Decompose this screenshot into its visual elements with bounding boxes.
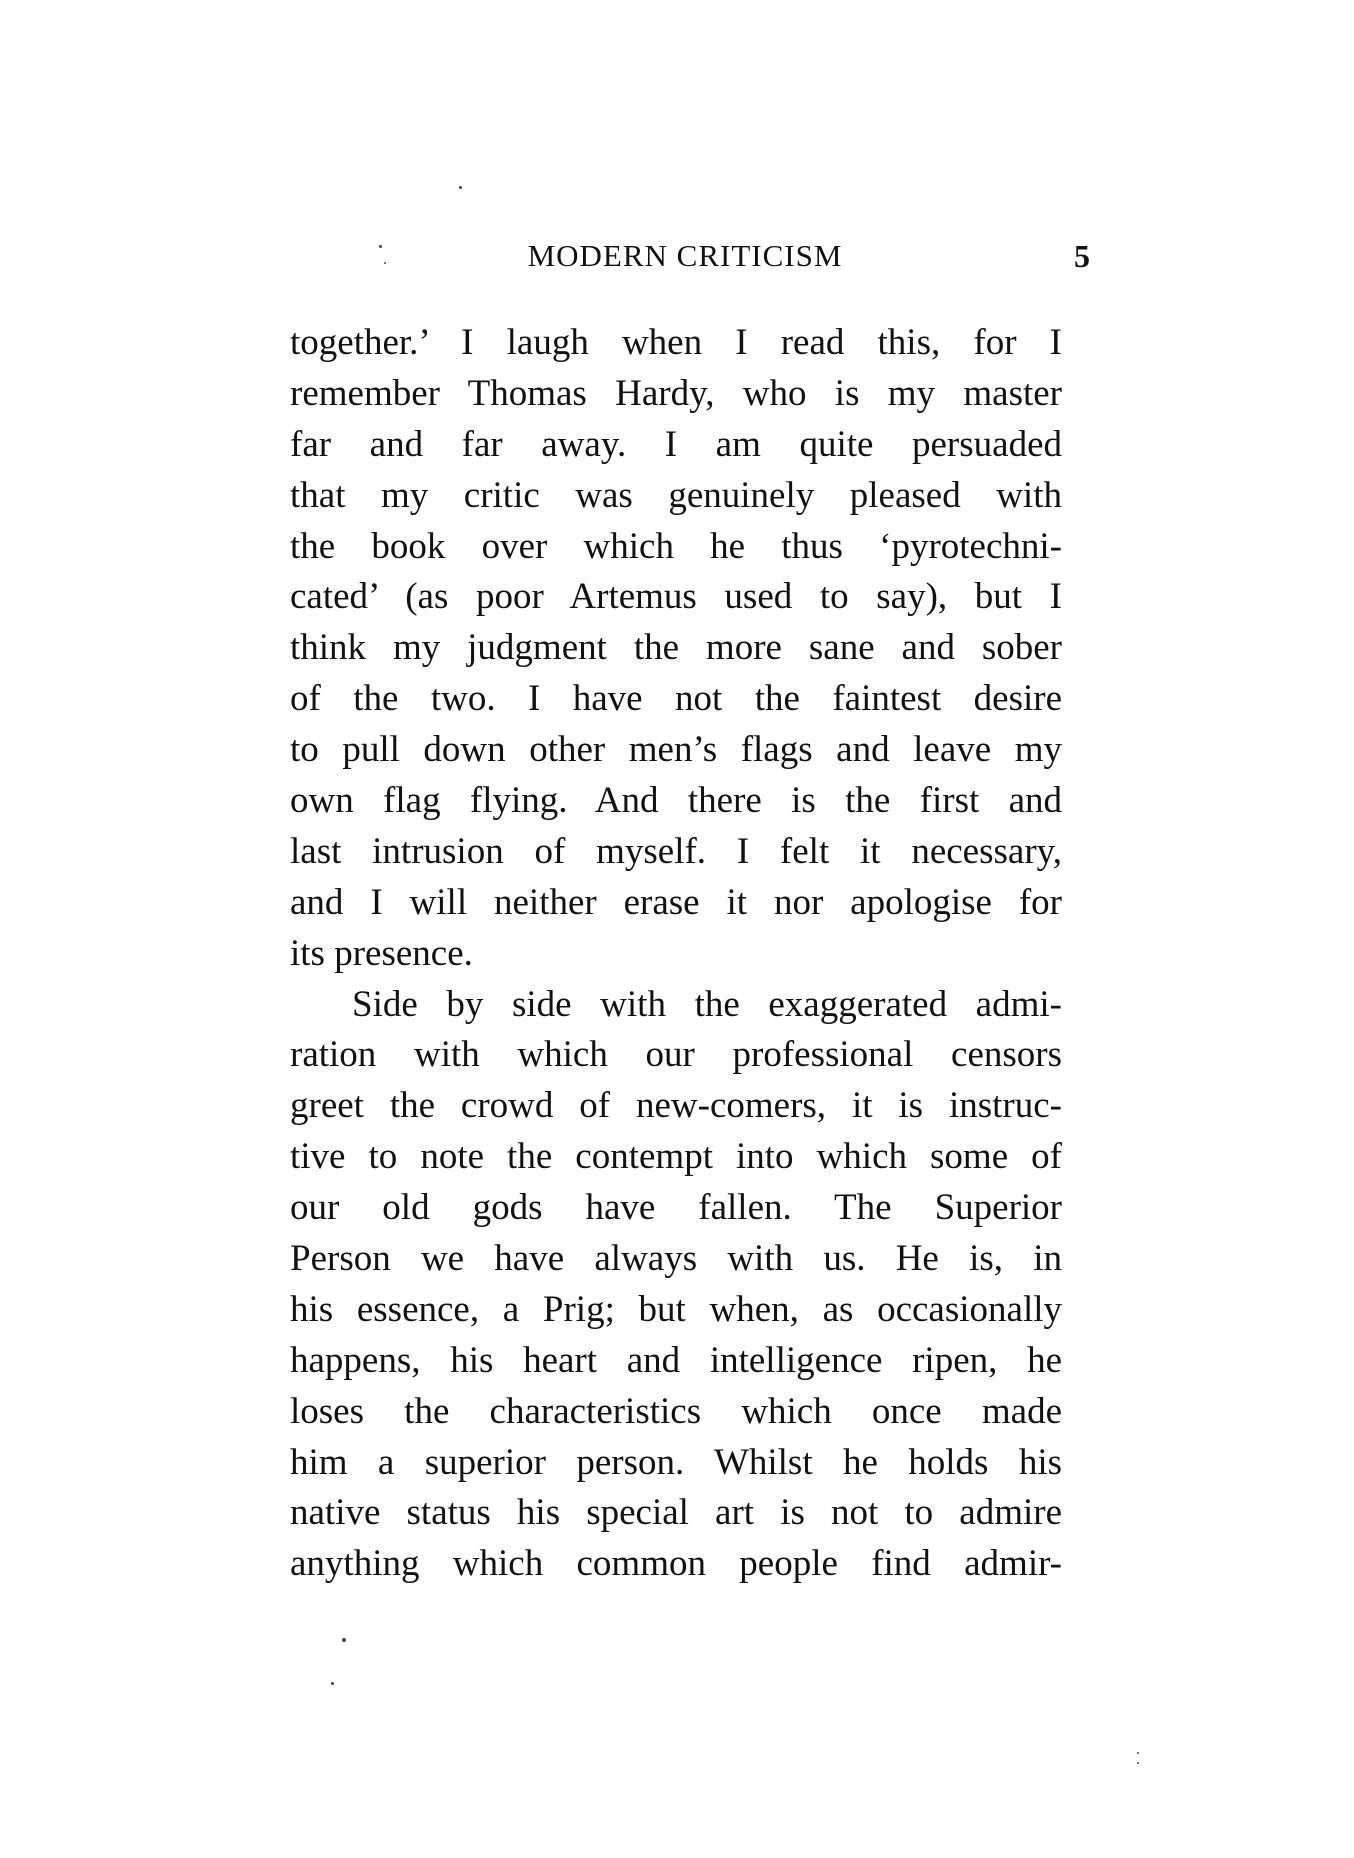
body-text <box>290 318 1062 1590</box>
print-speck <box>459 186 462 189</box>
text-line: tive to note the contempt into which some of <box>290 1136 1062 1178</box>
text-line: together.’ I laugh when I read this, for I <box>290 322 1062 363</box>
text-line: cated’ (as poor Artemus used to say), but I <box>290 576 1062 618</box>
text-line: native status his special art is not to admire <box>290 1492 1062 1534</box>
text-line: its presence. <box>290 932 473 974</box>
page-number: 5 <box>1074 238 1090 274</box>
running-title: MODERN CRITICISM <box>527 238 843 273</box>
text-line: him a superior person. Whilst he holds his <box>290 1441 1062 1483</box>
print-speck <box>1137 1752 1139 1754</box>
text-line: ration with which our professional censors <box>290 1034 1062 1076</box>
text-line: our old gods have fallen. The Superior <box>290 1187 1062 1229</box>
text-line: anything which common people find admir- <box>290 1543 1062 1585</box>
text-line: the book over which he thus ‘pyrotechni- <box>290 525 1062 567</box>
running-head <box>290 238 1090 284</box>
text-line: greet the crowd of new-comers, it is instruc- <box>290 1085 1062 1127</box>
text-line: think my judgment the more sane and sober <box>290 627 1062 669</box>
text-line: last intrusion of myself. I felt it necessary, <box>290 830 1062 872</box>
text-line: to pull down other men’s flags and leave my <box>290 729 1062 771</box>
text-line: and I will neither erase it nor apologise for <box>290 881 1062 923</box>
text-line: far and far away. I am quite persuaded <box>290 423 1062 465</box>
paragraph <box>290 980 1062 1591</box>
print-speck <box>1137 1762 1139 1764</box>
paragraph <box>290 318 1062 980</box>
text-line: happens, his heart and intelligence ripen, he <box>290 1339 1062 1381</box>
text-line: own flag flying. And there is the first and <box>290 780 1062 822</box>
text-line: loses the characteristics which once made <box>290 1390 1062 1432</box>
text-line: Person we have always with us. He is, in <box>290 1238 1062 1280</box>
print-speck <box>342 1638 346 1642</box>
text-line: his essence, a Prig; but when, as occasionally <box>290 1288 1062 1330</box>
text-line: of the two. I have not the faintest desire <box>290 678 1062 720</box>
text-line: remember Thomas Hardy, who is my master <box>290 372 1062 414</box>
text-line: Side by side with the exaggerated admi- <box>352 983 1062 1025</box>
print-speck <box>331 1682 334 1685</box>
text-line: that my critic was genuinely pleased with <box>290 474 1062 516</box>
